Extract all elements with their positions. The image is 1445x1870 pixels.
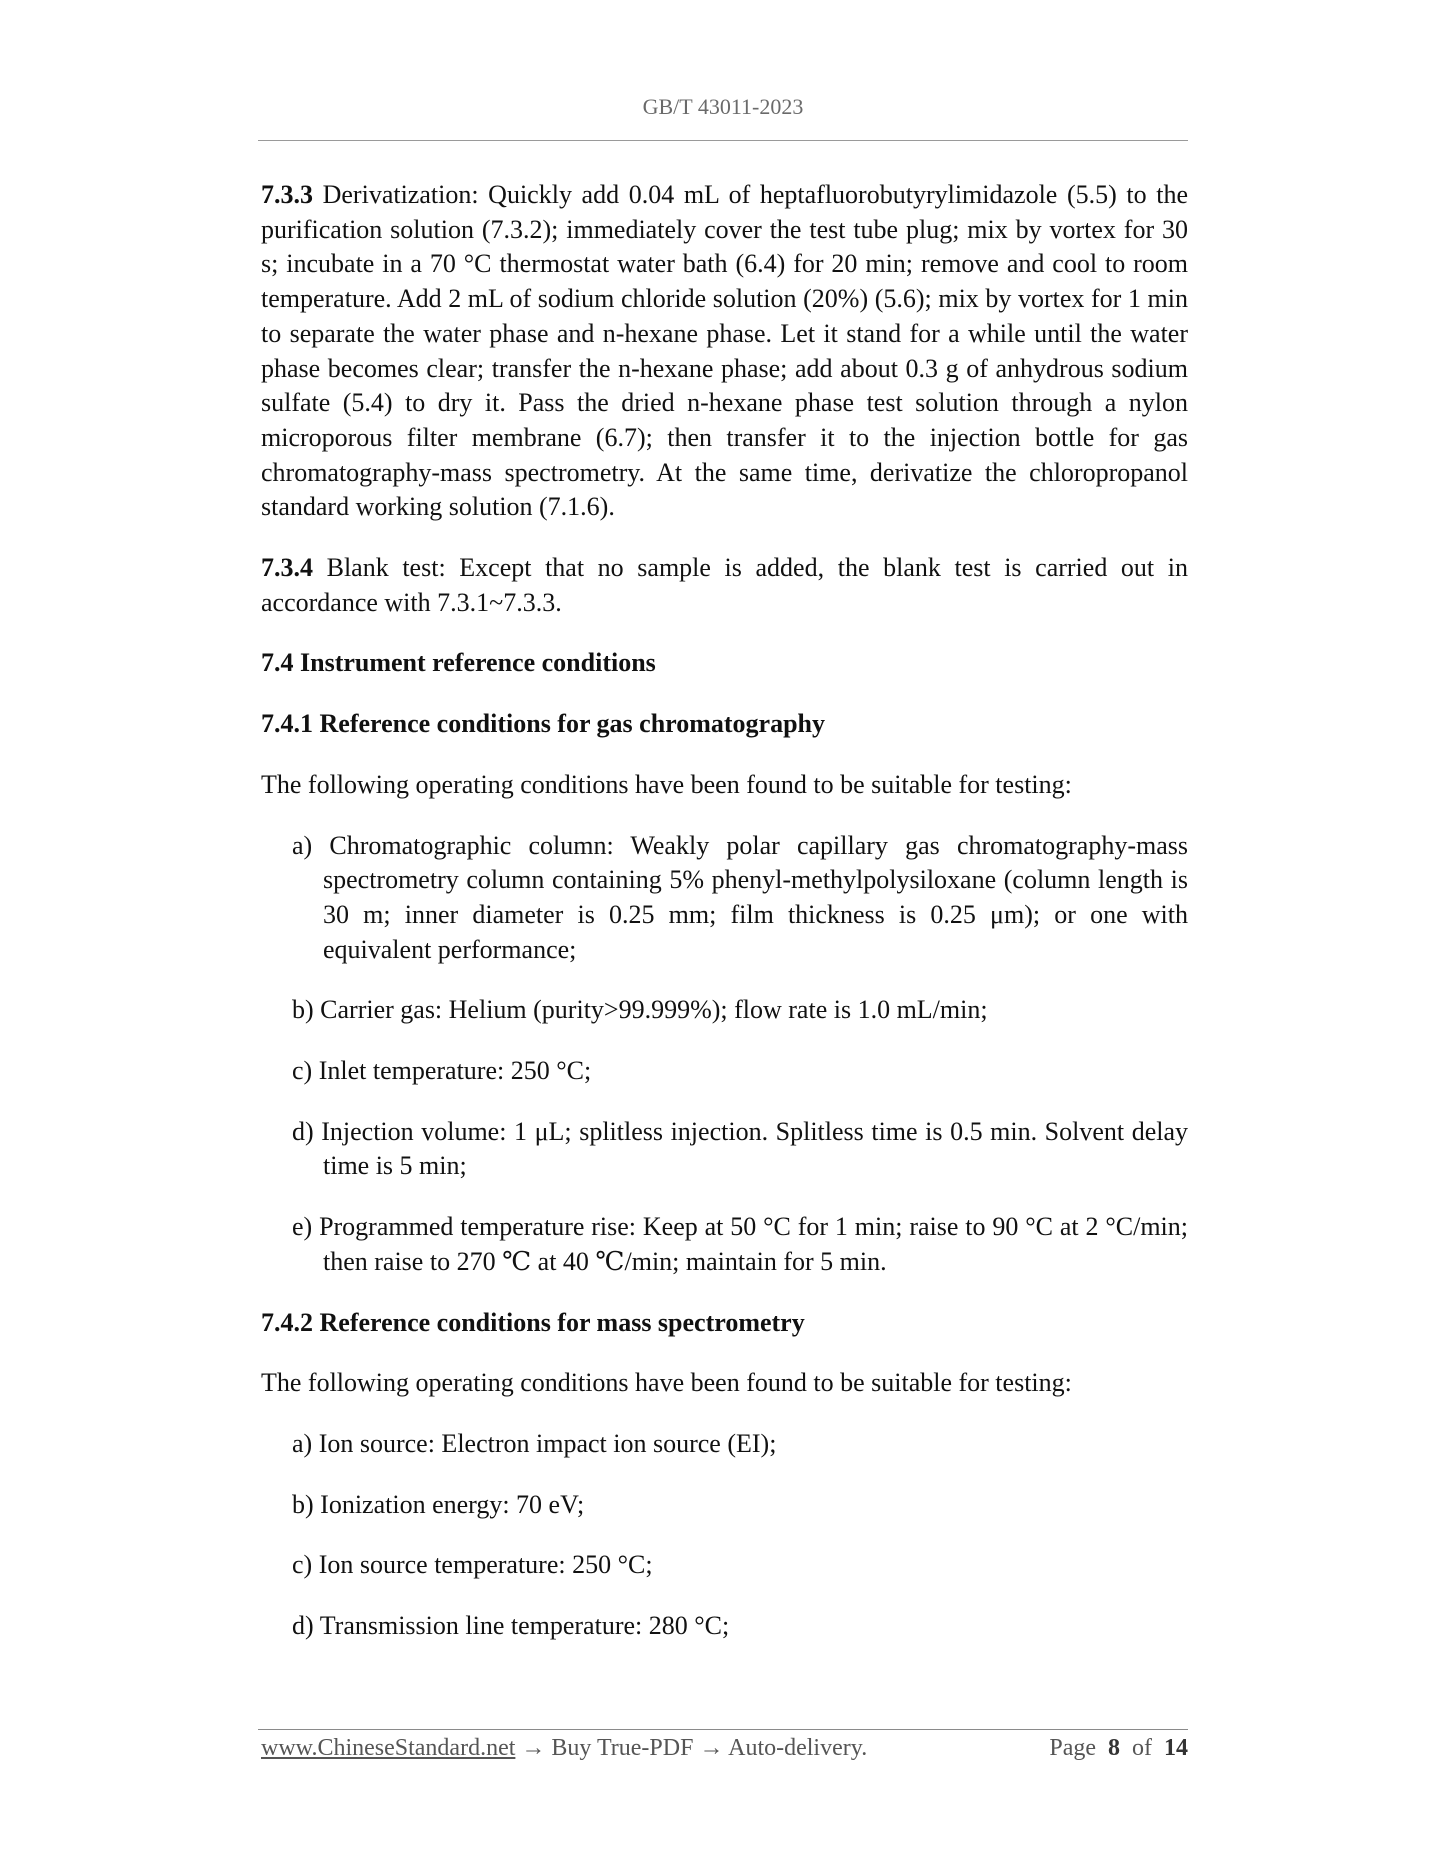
gc-condition-item: b) Carrier gas: Helium (purity>99.999%); flow rate is 1.0 mL/min; bbox=[292, 995, 988, 1025]
footer-promo bbox=[261, 1731, 867, 1765]
gc-condition-item: c) Inlet temperature: 250 °C; bbox=[292, 1056, 592, 1086]
ms-condition-item: d) Transmission line temperature: 280 °C; bbox=[292, 1611, 730, 1641]
ms-condition-item: c) Ion source temperature: 250 °C; bbox=[292, 1550, 653, 1580]
page-number bbox=[1049, 1731, 1188, 1765]
ms-condition-item: b) Ionization energy: 70 eV; bbox=[292, 1489, 585, 1519]
page-of-label: of bbox=[1132, 1735, 1152, 1761]
clause-7-3-4 bbox=[261, 551, 1188, 620]
section-heading-7-4-1: 7.4.1 Reference conditions for gas chromatography bbox=[261, 709, 826, 739]
gc-condition-item: e) Programmed temperature rise: Keep at 50 °C for 1 min; raise to 90 °C at 2 °C/min; then raise to 270 ℃ at 40 ℃/min; maintain for 5 min. bbox=[292, 1212, 1188, 1276]
clause-7-3-3 bbox=[261, 178, 1188, 525]
gc-intro-paragraph: The following operating conditions have been found to be suitable for testing: bbox=[261, 769, 1072, 799]
header-divider bbox=[258, 140, 1188, 141]
page-label: Page bbox=[1049, 1735, 1096, 1761]
gc-condition-item: d) Injection volume: 1 μL; splitless injection. Splitless time is 0.5 min. Solvent delay time is 5 min; bbox=[292, 1116, 1188, 1181]
clause-number: 7.3.3 bbox=[261, 180, 313, 209]
clause-number: 7.3.4 bbox=[261, 553, 313, 583]
page-current: 8 bbox=[1108, 1735, 1120, 1761]
ms-condition-item: a) Ion source: Electron impact ion source (EI); bbox=[292, 1428, 777, 1458]
ms-intro-paragraph: The following operating conditions have been found to be suitable for testing: bbox=[261, 1368, 1072, 1398]
website-link[interactable]: www.ChineseStandard.net bbox=[261, 1735, 516, 1761]
section-heading-7-4-2: 7.4.2 Reference conditions for mass spectrometry bbox=[261, 1307, 805, 1337]
clause-text: Derivatization: Quickly add 0.04 mL of heptafluorobutyrylimidazole (5.5) to the purification solution (7.3.2); immediately cover the test tube plug; mix by vortex for 30 s; incubate in a 70 °C thermostat water bath (6.4) for 20 min; remove and cool to room temperature. Add 2 mL of sodium chloride solution (20%) (5.6); mix by vortex for 1 min to separate the water phase and n-hexane phase. Let it stand for a while until the water phase becomes clear; transfer the n-hexane phase; add about 0.3 g of anhydrous sodium sulfate (5.4) to dry it. Pass the dried n-hexane phase test solution through a nylon microporous filter membrane (6.7); then transfer it to the injection bottle for gas chromatography-mass spectrometry. At the same time, derivatize the chloropropanol standard working solution (7.1.6). bbox=[261, 180, 1188, 522]
footer-divider bbox=[258, 1729, 1188, 1730]
gc-condition-item: a) Chromatographic column: Weakly polar capillary gas chromatography-mass spectrometry column containing 5% phenyl-methylpolysiloxane (column length is 30 m; inner diameter is 0.25 mm; film thickness is 0.25 μm); or one with equivalent performance; bbox=[292, 830, 1188, 964]
document-header-id: GB/T 43011-2023 bbox=[642, 94, 804, 119]
page-total: 14 bbox=[1164, 1735, 1188, 1761]
clause-text: Blank test: Except that no sample is added, the blank test is carried out in accordance with 7.3.1~7.3.3. bbox=[261, 553, 1188, 617]
footer-tagline: → Buy True-PDF → Auto-delivery. bbox=[515, 1735, 868, 1761]
section-heading-7-4: 7.4 Instrument reference conditions bbox=[261, 648, 656, 678]
document-body bbox=[261, 178, 1188, 1644]
